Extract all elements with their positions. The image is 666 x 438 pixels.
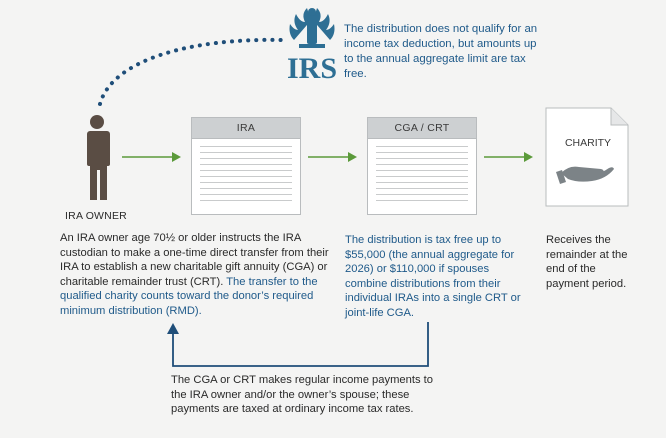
irs-eagle-icon xyxy=(290,8,335,48)
charity-document xyxy=(546,108,628,206)
ira-document xyxy=(191,117,301,215)
irs-note: The distribution does not qualify for an income tax deduction, but amounts up to the annual aggregate limit are tax free. xyxy=(344,23,538,80)
owner-description xyxy=(60,231,338,319)
payments-return-arrow xyxy=(167,322,428,366)
ira-document-header: IRA xyxy=(192,118,300,139)
cga-crt-document-header: CGA / CRT xyxy=(368,118,476,139)
charity-label: CHARITY xyxy=(564,137,612,149)
arrow-owner-to-ira xyxy=(122,152,181,162)
payments-description: The CGA or CRT makes regular income payments to the IRA owner and/or the owner’s spouse; these payments are taxed at ordinary income tax rates. xyxy=(171,374,433,416)
owner-description-main: An IRA owner age 70½ or older instructs the IRA custodian to make a one-time direct transfer from their IRA to establish a new charitable gift annuity (CGA) or charitable remainder trust (CRT). xyxy=(60,232,329,288)
cga-crt-document xyxy=(367,117,477,215)
ira-document-lines xyxy=(200,146,292,206)
arrow-ira-to-cga xyxy=(308,152,357,162)
owner-description-rmd: The transfer to the qualified charity counts toward the donor’s required minimum distribution (RMD). xyxy=(60,275,318,317)
ira-owner-label: IRA OWNER xyxy=(65,210,127,222)
cga-crt-document-lines xyxy=(376,146,468,206)
ira-owner-person-icon xyxy=(87,115,110,200)
cga-crt-description: The distribution is tax free up to $55,000 (the annual aggregate for 2026) or $110,000 if spouses combine distributions from their individual IRAs into a single CRT or joint-life CGA. xyxy=(345,234,521,319)
arrow-cga-to-charity xyxy=(484,152,533,162)
charity-description: Receives the remainder at the end of the payment period. xyxy=(546,234,628,290)
dotted-connector xyxy=(100,40,282,104)
irs-logo-text: IRS xyxy=(286,52,338,85)
